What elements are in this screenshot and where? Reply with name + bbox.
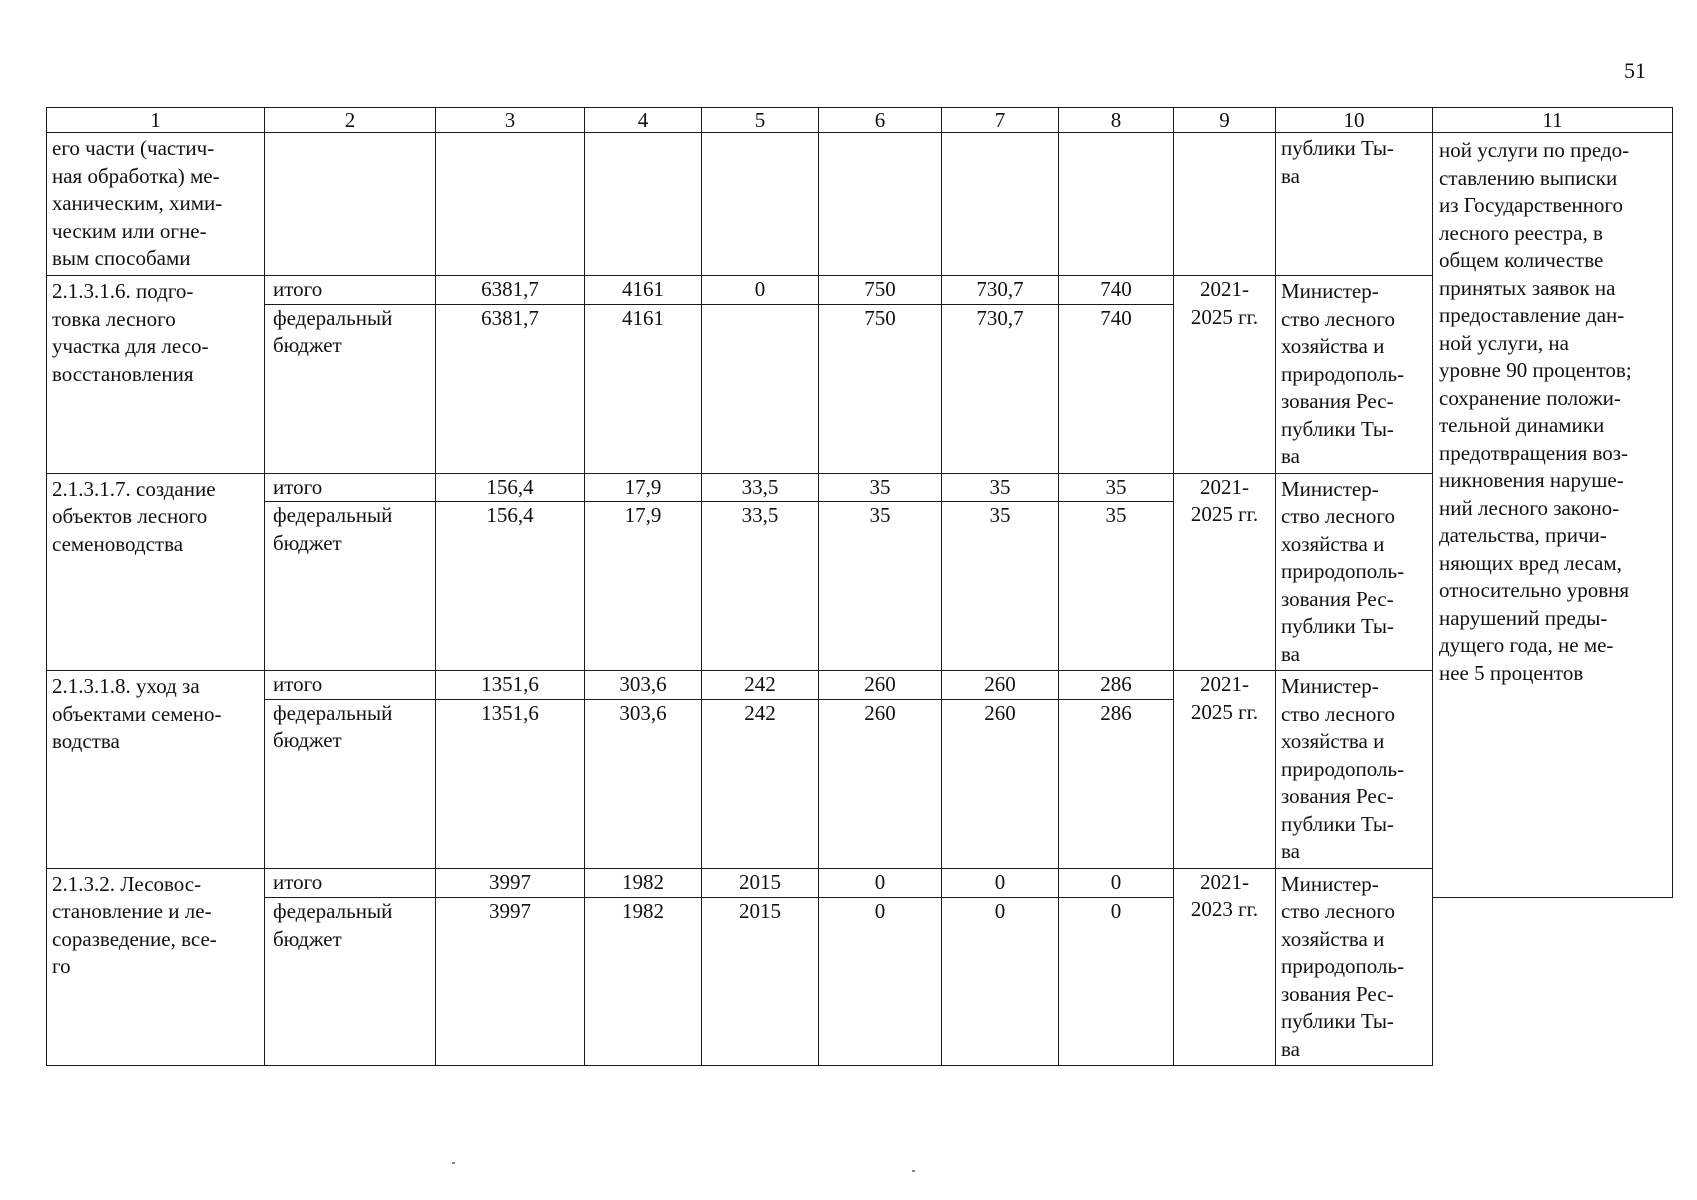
executor-cell: Министер- ство лесного хозяйства и природополь- зования Рес- публики Ты- ва	[1276, 671, 1433, 869]
amount-total-cell: 1982	[585, 868, 702, 898]
continuation-row	[47, 133, 1673, 276]
period-cell: 2021- 2025 гг.	[1174, 276, 1276, 474]
column-header: 11	[1433, 108, 1673, 133]
empty-cell	[585, 133, 702, 276]
amount-total-cell: 303,6	[585, 671, 702, 700]
amount-total-cell: 33,5	[702, 473, 819, 502]
amount-total-cell: 260	[942, 671, 1059, 700]
funding-source-label: итого	[265, 473, 436, 502]
amount-federal-cell: 286	[1059, 699, 1174, 868]
period-cell: 2021- 2023 гг.	[1174, 868, 1276, 1066]
activity-name: 2.1.3.1.8. уход за объектами семено- водства	[47, 671, 265, 869]
amount-federal-cell: 260	[819, 699, 942, 868]
amount-federal-cell: 4161	[585, 304, 702, 473]
activity-name: 2.1.3.1.6. подго- товка лесного участка для лесо- восстановления	[47, 276, 265, 474]
scan-speck	[452, 1162, 455, 1164]
amount-total-cell: 6381,7	[436, 276, 585, 305]
amount-total-cell: 17,9	[585, 473, 702, 502]
column-header: 6	[819, 108, 942, 133]
amount-total-cell: 35	[1059, 473, 1174, 502]
funding-source-label: итого	[265, 671, 436, 700]
empty-cell	[1174, 133, 1276, 276]
column-header: 9	[1174, 108, 1276, 133]
amount-federal-cell: 740	[1059, 304, 1174, 473]
amount-total-cell: 0	[942, 868, 1059, 898]
executor-cell: Министер- ство лесного хозяйства и природополь- зования Рес- публики Ты- ва	[1276, 276, 1433, 474]
amount-total-cell: 260	[819, 671, 942, 700]
column-header: 5	[702, 108, 819, 133]
empty-cell	[702, 133, 819, 276]
column-header: 4	[585, 108, 702, 133]
period-cell: 2021- 2025 гг.	[1174, 473, 1276, 671]
amount-total-cell: 0	[702, 276, 819, 305]
amount-total-cell: 286	[1059, 671, 1174, 700]
amount-total-cell: 156,4	[436, 473, 585, 502]
amount-federal-cell: 1982	[585, 898, 702, 1066]
amount-total-cell: 35	[942, 473, 1059, 502]
amount-total-cell: 3997	[436, 868, 585, 898]
empty-cell	[819, 133, 942, 276]
amount-federal-cell: 260	[942, 699, 1059, 868]
column-header: 10	[1276, 108, 1433, 133]
amount-federal-cell: 35	[819, 502, 942, 671]
amount-federal-cell: 156,4	[436, 502, 585, 671]
funding-source-label: итого	[265, 868, 436, 898]
amount-total-cell: 0	[819, 868, 942, 898]
scan-speck	[912, 1170, 915, 1172]
activity-total-row	[47, 671, 1673, 700]
period-cell: 2021- 2025 гг.	[1174, 671, 1276, 869]
empty-cell	[436, 133, 585, 276]
amount-federal-cell: 750	[819, 304, 942, 473]
empty-cell	[1433, 898, 1673, 1066]
activity-total-row	[47, 868, 1673, 898]
activity-name: 2.1.3.1.7. создание объектов лесного семеноводства	[47, 473, 265, 671]
page-number: 51	[1624, 58, 1646, 83]
amount-federal-cell	[702, 304, 819, 473]
empty-cell	[942, 133, 1059, 276]
amount-total-cell: 730,7	[942, 276, 1059, 305]
expected-results-cell: ной услуги по предо- ставлению выписки из Государственного лесного реестра, в общем количестве принятых заявок на предоставление дан- ной услуги, на уровне 90 процентов; сохранение положи- тельной динамики предотвращения воз- никновения наруше- ний лесного законо- дательства, причи- няющих вред лесам, относительно уровня нарушений преды- дущего года, не ме- нее 5 процентов	[1433, 133, 1673, 898]
amount-federal-cell: 17,9	[585, 502, 702, 671]
executor-cell: Министер- ство лесного хозяйства и природополь- зования Рес- публики Ты- ва	[1276, 868, 1433, 1066]
column-header: 7	[942, 108, 1059, 133]
column-header: 8	[1059, 108, 1174, 133]
executor-cell: Министер- ство лесного хозяйства и природополь- зования Рес- публики Ты- ва	[1276, 473, 1433, 671]
column-header: 1	[47, 108, 265, 133]
executor-continued: публики Ты- ва	[1276, 133, 1433, 276]
amount-total-cell: 0	[1059, 868, 1174, 898]
amount-federal-cell: 1351,6	[436, 699, 585, 868]
amount-federal-cell: 730,7	[942, 304, 1059, 473]
funding-source-label: федеральный бюджет	[265, 898, 436, 1066]
amount-federal-cell: 3997	[436, 898, 585, 1066]
activity-total-row	[47, 276, 1673, 305]
empty-cell	[265, 133, 436, 276]
amount-total-cell: 1351,6	[436, 671, 585, 700]
amount-federal-cell: 35	[1059, 502, 1174, 671]
column-number-header-row	[47, 108, 1673, 133]
program-activities-table	[46, 107, 1673, 1066]
amount-total-cell: 2015	[702, 868, 819, 898]
amount-total-cell: 242	[702, 671, 819, 700]
empty-cell	[1059, 133, 1174, 276]
amount-federal-cell: 0	[819, 898, 942, 1066]
activity-name: 2.1.3.2. Лесовос- становление и ле- соразведение, все- го	[47, 868, 265, 1066]
column-header: 3	[436, 108, 585, 133]
amount-federal-cell: 33,5	[702, 502, 819, 671]
funding-source-label: федеральный бюджет	[265, 502, 436, 671]
amount-total-cell: 4161	[585, 276, 702, 305]
funding-source-label: итого	[265, 276, 436, 305]
amount-federal-cell: 35	[942, 502, 1059, 671]
column-header: 2	[265, 108, 436, 133]
amount-total-cell: 740	[1059, 276, 1174, 305]
activity-name-continued: его части (частич- ная обработка) ме- ханическим, хими- ческим или огне- вым способами	[47, 133, 265, 276]
amount-federal-cell: 6381,7	[436, 304, 585, 473]
activity-total-row	[47, 473, 1673, 502]
funding-source-label: федеральный бюджет	[265, 304, 436, 473]
amount-federal-cell: 2015	[702, 898, 819, 1066]
amount-total-cell: 750	[819, 276, 942, 305]
amount-federal-cell: 0	[942, 898, 1059, 1066]
funding-source-label: федеральный бюджет	[265, 699, 436, 868]
amount-federal-cell: 303,6	[585, 699, 702, 868]
amount-total-cell: 35	[819, 473, 942, 502]
amount-federal-cell: 0	[1059, 898, 1174, 1066]
amount-federal-cell: 242	[702, 699, 819, 868]
